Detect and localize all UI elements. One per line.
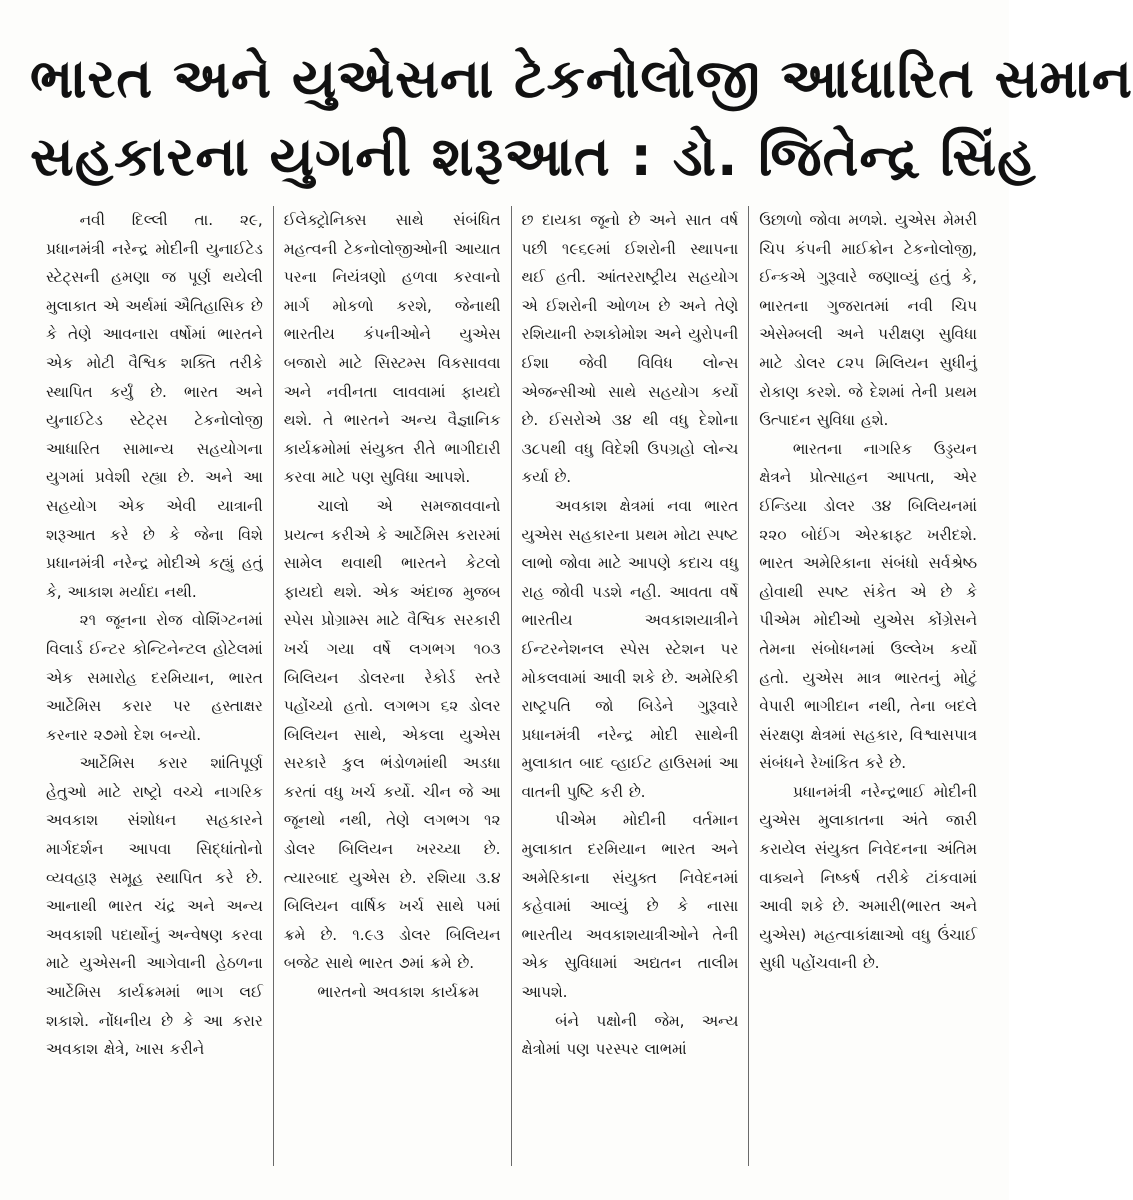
headline-line-1: ભારત અને યુએસના ટેકનોલોજી આધારિત સમાન [30,47,1133,110]
paragraph: ભારતનો અવકાશ કાર્યક્રમ [317,983,480,1002]
article-column-4 [749,206,987,1166]
paragraph: છ દાયકા જૂનો છે અને સાત વર્ષ પછી ૧૯૬૯માં ઈશરોની સ્થાપના થઈ હતી. આંતરરાષ્ટ્રીય સહયોગ એ ઈશરોની ઓળખ છે અને તેણે રશિયાની રુશકોમોશ અને યુરોપની ઈશા જેવી વિવિધ લોન્સ એજન્સીઓ સાથે સહયોગ કર્યો છે. ઈસરોએ ૩૪ થી વધુ દેશોના ૩૮૫થી વધુ વિદેશી ઉપગ્રહો લોન્ચ કર્યા છે. [521,211,739,487]
paragraph: પ્રધાનમંત્રી નરેન્દ્રભાઈ મોદીની યુએસ મુલાકાતના અંતે જારી કરાયેલ સંયુક્ત નિવેદનના અંતિમ વાક્યને નિષ્કર્ષ તરીકે ટાંકવામાં આવી શકે છે. અમારી(ભારત અને યુએસ) મહત્વાકાંક્ષાઓ વધુ ઉંચાઈ સુધી પહોંચવાની છે. [759,782,977,973]
paragraph: ચાલો એ સમજાવવાનો પ્રયત્ન કરીએ કે આર્ટેમિસ કરારમાં સામેલ થવાથી ભારતને કેટલો ફાયદો થશે. એક અંદાજ મુજબ સ્પેસ પ્રોગ્રામ્સ માટે વૈશ્વિક સરકારી ખર્ચ ગયા વર્ષે લગભગ ૧૦૩ બિલિયન ડોલરના રેકોર્ડ સ્તરે પહોંચ્યો હતો. લગભગ ૬૨ ડોલર બિલિયન સાથે, એકલા યુએસ સરકારે કુલ ભંડોળમાંથી અડધા કરતાં વધુ ખર્ચ કર્યો. ચીન જે આ જૂનથો નથી, તેણે લગભગ ૧૨ ડોલર બિલિયન ખરચ્યા છે. ત્યારબાદ યુએસ છે. રશિયા ૩.૪ બિલિયન વાર્ષિક ખર્ચ સાથે પમાં ક્રમે છે. ૧.૯૩ ડોલર બિલિયન બજેટ સાથે ભારત ૭માં ક્રમે છે. [283,496,501,973]
paragraph: આર્ટેમિસ કરાર શાંતિપૂર્ણ હેતુઓ માટે રાષ્ટ્રો વચ્ચે નાગરિક અવકાશ સંશોધન સહકારને માર્ગદર્શન આપવા સિદ્ધાંતોનો વ્યવહારૂ સમૂહ સ્થાપિત કરે છે. આનાથી ભારત ચંદ્ર અને અન્ય અવકાશી પદાર્થોનું અન્વેષણ કરવા માટે યુએસની આગેવાની હેઠળના આર્ટેમિસ કાર્યક્રમમાં ભાગ લઈ શકાશે. નોંધનીય છે કે આ કરાર અવકાશ ક્ષેત્રે, ખાસ કરીને [46,754,263,1059]
paragraph: ઉછાળો જોવા મળશે. યુએસ મેમરી ચિપ કંપની માઈક્રોન ટેકનોલોજી, ઈન્કએ ગુરૂવારે જણાવ્યું હતું કે, ભારતના ગુજરાતમાં નવી ચિપ એસેમ્બલી અને પરીક્ષણ સુવિધા માટે ડોલર ૮૨૫ મિલિયન સુધીનું રોકાણ કરશે. જે દેશમાં તેની પ્રથમ ઉત્પાદન સુવિધા હશે. [759,211,977,430]
paragraph: ભારતના નાગરિક ઉડ્ડયન ક્ષેત્રને પ્રોત્સાહન આપતા, એર ઈન્ડિયા ડોલર ૩૪ બિલિયનમાં ૨૨૦ બોઈંગ એરક્રાફ્ટ ખરીદશે. ભારત અમેરિકાના સંબંધો સર્વશ્રેષ્ઠ હોવાથી સ્પષ્ટ સંકેત એ છે કે પીએમ મોદીઓ યુએસ કોંગ્રેસને તેમના સંબોધનમાં ઉલ્લેખ કર્યો હતો. યુએસ માત્ર ભારતનું મોટું વેપારી ભાગીદાન નથી, તેના બદલે સંરક્ષણ ક્ષેત્રમાં સહકાર, વિશ્વાસપાત્ર સંબંધને રેખાંકિત કરે છે. [759,439,977,773]
paragraph: ઈલેક્ટ્રોનિક્સ સાથે સંબંધિત મહત્વની ટેકનોલોજીઓની આયાત પરના નિયંત્રણો હળવા કરવાનો માર્ગ મોકળો કરશે, જેનાથી ભારતીય કંપનીઓને યુએસ બજારો માટે સિસ્ટમ્સ વિકસાવવા અને નવીનતા લાવવામાં ફાયદો થશે. તે ભારતને અન્ય વૈજ્ઞાનિક કાર્યક્રમોમાં સંયુક્ત રીતે ભાગીદારી કરવા માટે પણ સુવિધા આપશે. [283,211,501,487]
article-headline [30,40,1133,196]
paragraph: નવી દિલ્લી તા. ૨૯, પ્રધાનમંત્રી નરેન્દ્ર મોદીની યુનાઈટેડ સ્ટેટ્સની હમણા જ પૂર્ણ થયેલી મુલાકાત એ અર્થમાં ઐતિહાસિક છે કે તેણે આવનારા વર્ષોમાં ભારતને એક મોટી વૈશ્વિક શક્તિ તરીકે સ્થાપિત કર્યું છે. ભારત અને યુનાઈટેડ સ્ટેટ્સ ટેકનોલોજી આધારિત સામાન્ય સહયોગના યુગમાં પ્રવેશી રહ્યા છે. અને આ સહયોગ એક એવી યાત્રાની શરૂઆત કરે છે કે જેના વિશે પ્રધાનમંત્રી નરેન્દ્ર મોદીએ કહ્યું હતું કે, આકાશ મર્યાદા નથી. [46,211,263,601]
paragraph: ૨૧ જૂનના રોજ વોશિંગ્ટનમાં વિલાર્ડ ઈન્ટર કોન્ટિનેન્ટલ હોટેલમાં એક સમારોહ દરમિયાન, ભારત આર્ટેમિસ કરાર પર હસ્તાક્ષર કરનાર ૨૭મો દેશ બન્યો. [46,611,263,744]
paragraph: બંને પક્ષોની જેમ, અન્ય ક્ષેત્રોમાં પણ પરસ્પર લાભમાં [521,1011,739,1059]
article-column-1 [36,206,274,1166]
article-column-2 [274,206,512,1166]
paragraph: અવકાશ ક્ષેત્રમાં નવા ભારત યુએસ સહકારના પ્રથમ મોટા સ્પષ્ટ લાભો જોવા માટે આપણે કદાચ વધુ રાહ જોવી પડશે નહી. આવતા વર્ષે ભારતીય અવકાશયાત્રીને ઈન્ટરનેશનલ સ્પેસ સ્ટેશન પર મોકલવામાં આવી શકે છે. અમેરિકી રાષ્ટ્રપતિ જો બિડેને ગુરૂવારે પ્રધાનમંત્રી નરેન્દ્ર મોદી સાથેની મુલાકાત બાદ વ્હાઈટ હાઉસમાં આ વાતની પુષ્ટિ કરી છે. [521,496,739,801]
article-body [36,206,987,1166]
paragraph: પીએમ મોદીની વર્તમાન મુલાકાત દરમિયાન ભારત અને અમેરિકાના સંયુક્ત નિવેદનમાં કહેવામાં આવ્યું છે કે નાસા ભારતીય અવકાશયાત્રીઓને તેની એક સુવિધામાં અદ્યતન તાલીમ આપશે. [521,811,739,1002]
article-column-3 [512,206,750,1166]
headline-line-2: સહકારના યુગની શરૂઆત : ડો. જિતેન્દ્ર સિંહ [30,125,1037,188]
